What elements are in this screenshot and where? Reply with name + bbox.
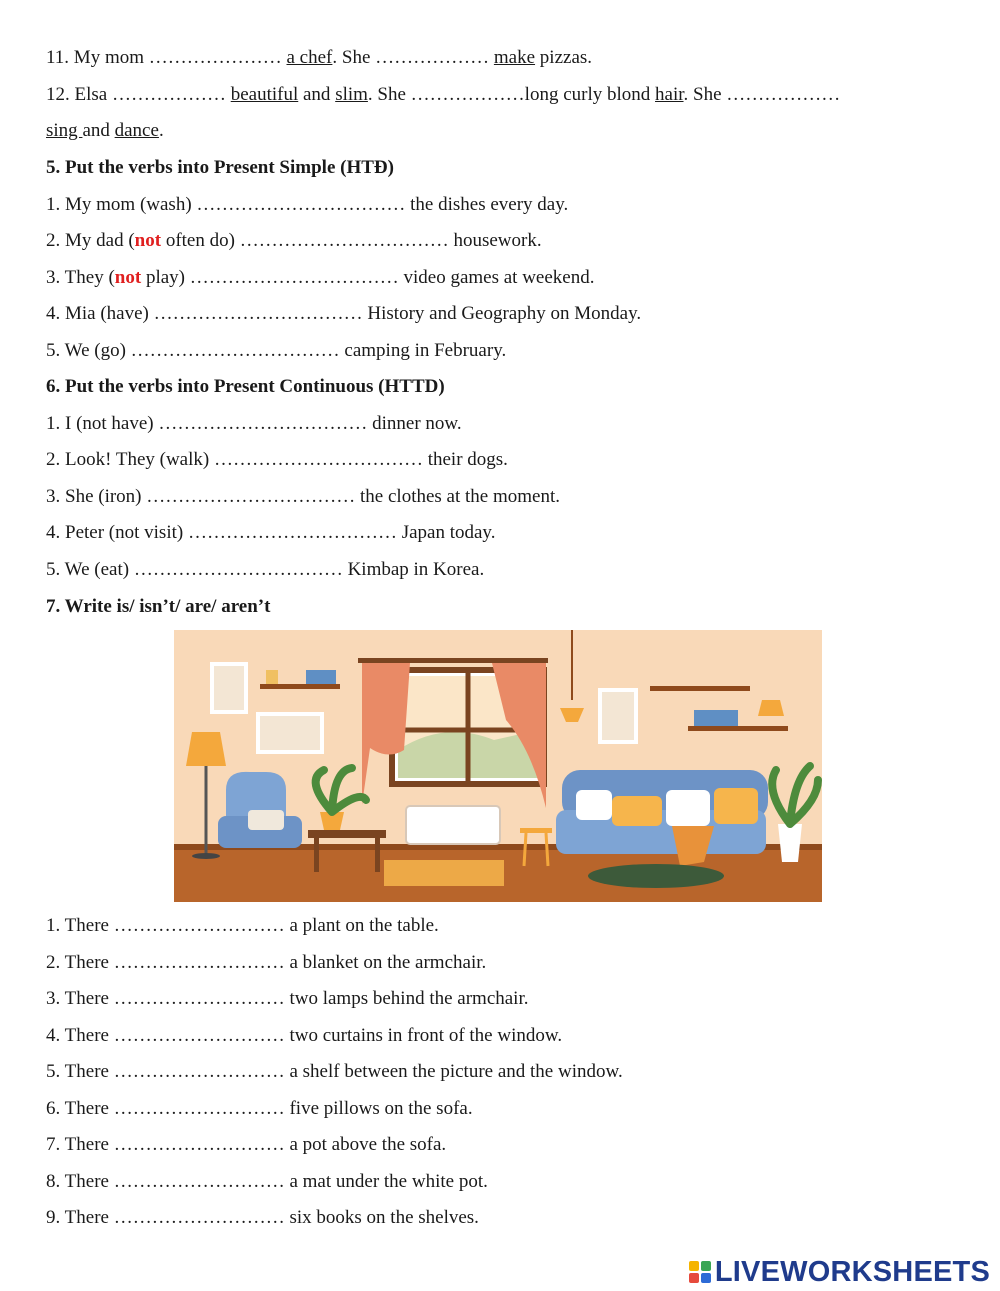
- q12-line-2: [46, 119, 164, 143]
- sec6-answer-blank[interactable]: ……………………………: [187, 522, 397, 543]
- sec5-item-prompt-rest: often do): [161, 230, 235, 251]
- q12-blank-2[interactable]: ………………: [410, 84, 525, 105]
- q11-blank-2[interactable]: ………………: [375, 47, 490, 68]
- sec7-answer-blank[interactable]: ………………………: [113, 1134, 285, 1155]
- sec5-item-rest: video games at weekend.: [403, 267, 595, 288]
- sec7-answer-blank[interactable]: ………………………: [113, 952, 285, 973]
- sec5-item-rest: the dishes every day.: [410, 194, 569, 215]
- sec7-item-rest: a mat under the white pot.: [289, 1171, 488, 1192]
- sec6-item-prompt: 5. We (eat): [46, 559, 130, 580]
- liveworksheets-wordmark: LIVEWORKSHEETS: [714, 1255, 990, 1288]
- sec7-answer-blank[interactable]: ………………………: [113, 1061, 285, 1082]
- section-5-title: 5. Put the verbs into Present Simple (HTĐ): [46, 157, 394, 178]
- sec5-item: [46, 339, 506, 363]
- sec7-item: [46, 914, 439, 938]
- sec7-item-prompt: 2. There: [46, 952, 109, 973]
- sec5-item-prompt: 2. My dad (: [46, 230, 135, 251]
- sec5-item-rest: History and Geography on Monday.: [367, 303, 642, 324]
- sec5-answer-blank[interactable]: ……………………………: [130, 340, 340, 361]
- sec7-answer-blank[interactable]: ………………………: [113, 1098, 285, 1119]
- sec5-item: [46, 266, 594, 290]
- sec6-item-rest: their dogs.: [427, 449, 508, 470]
- sec6-item-rest: the clothes at the moment.: [360, 486, 560, 507]
- section-7-title: 7. Write is/ isn’t/ are/ aren’t: [46, 596, 271, 617]
- sec5-item-prompt: 5. We (go): [46, 340, 126, 361]
- q12-line: [46, 83, 840, 107]
- sec5-item-not: not: [134, 230, 162, 251]
- sec6-item: [46, 412, 462, 436]
- sec7-item-prompt: 8. There: [46, 1171, 109, 1192]
- sec5-item: [46, 229, 542, 253]
- sec7-item-prompt: 9. There: [46, 1207, 109, 1228]
- sec6-item-prompt: 4. Peter (not visit): [46, 522, 184, 543]
- sec6-item: [46, 558, 484, 582]
- q12-word-dance: dance: [114, 120, 159, 141]
- sec7-item-rest: a blanket on the armchair.: [289, 952, 487, 973]
- sec5-answer-blank[interactable]: ……………………………: [153, 303, 363, 324]
- sec7-item-rest: six books on the shelves.: [289, 1207, 479, 1228]
- sec7-answer-blank[interactable]: ………………………: [113, 1025, 285, 1046]
- sec6-item-prompt: 2. Look! They (walk): [46, 449, 210, 470]
- q11-line: [46, 46, 592, 70]
- sec6-answer-blank[interactable]: ……………………………: [213, 449, 423, 470]
- q12-she-2: . She: [683, 84, 722, 105]
- sec7-item-rest: a shelf between the picture and the window.: [289, 1061, 623, 1082]
- sec7-item-rest: two curtains in front of the window.: [289, 1025, 563, 1046]
- q12-word-sing: sing: [46, 120, 83, 141]
- sec6-item-prompt: 1. I (not have): [46, 413, 154, 434]
- q12-she: . She: [367, 84, 406, 105]
- q12-blank-3[interactable]: ………………: [726, 84, 841, 105]
- q12-period: .: [158, 120, 164, 141]
- sec7-item-rest: a pot above the sofa.: [289, 1134, 447, 1155]
- living-room-illustration: [174, 630, 822, 902]
- sec6-answer-blank[interactable]: ……………………………: [158, 413, 368, 434]
- q12-word-hair: hair: [655, 84, 684, 105]
- q12-blank-1[interactable]: ………………: [111, 84, 226, 105]
- sec5-item-prompt-rest: play): [141, 267, 185, 288]
- sec7-item: [46, 1060, 623, 1084]
- sec5-item: [46, 302, 641, 326]
- sec5-answer-blank[interactable]: ……………………………: [239, 230, 449, 251]
- sec7-item-rest: two lamps behind the armchair.: [289, 988, 529, 1009]
- sec6-item-rest: dinner now.: [372, 413, 462, 434]
- q12-hair-desc: long curly blond: [524, 84, 651, 105]
- sec7-item-prompt: 5. There: [46, 1061, 109, 1082]
- q11-word-make: make: [493, 47, 536, 68]
- sec5-item-rest: housework.: [453, 230, 542, 251]
- q11-text-end: pizzas.: [539, 47, 593, 68]
- sec6-item: [46, 448, 508, 472]
- sec5-item-prompt: 1. My mom (wash): [46, 194, 192, 215]
- liveworksheets-logo: [689, 1256, 990, 1288]
- sec7-answer-blank[interactable]: ………………………: [113, 915, 285, 936]
- sec7-item: [46, 1206, 479, 1230]
- q11-word-chef: a chef: [286, 47, 333, 68]
- sec6-item: [46, 521, 495, 545]
- sec7-item: [46, 1170, 488, 1194]
- sec7-item-prompt: 6. There: [46, 1098, 109, 1119]
- q11-blank-1[interactable]: …………………: [148, 47, 282, 68]
- sec7-item: [46, 987, 529, 1011]
- sec7-answer-blank[interactable]: ………………………: [113, 988, 285, 1009]
- q12-and: and: [303, 84, 331, 105]
- sec5-answer-blank[interactable]: ……………………………: [196, 194, 406, 215]
- sec7-item: [46, 951, 486, 975]
- sec7-item-prompt: 4. There: [46, 1025, 109, 1046]
- sec6-item-rest: Kimbap in Korea.: [347, 559, 485, 580]
- sec7-item-prompt: 7. There: [46, 1134, 109, 1155]
- sec7-item: [46, 1024, 562, 1048]
- sec5-item-rest: camping in February.: [344, 340, 507, 361]
- sec6-answer-blank[interactable]: ……………………………: [133, 559, 343, 580]
- sec6-item-prompt: 3. She (iron): [46, 486, 142, 507]
- sec5-item-not: not: [114, 267, 142, 288]
- q11-text: . She: [332, 47, 371, 68]
- sec7-item: [46, 1097, 473, 1121]
- q12-and-2: and: [82, 120, 110, 141]
- q11-number: 11. My mom: [46, 47, 144, 68]
- q12-word-slim: slim: [335, 84, 368, 105]
- sec7-answer-blank[interactable]: ………………………: [113, 1171, 285, 1192]
- sec6-item: [46, 485, 560, 509]
- sec7-item-prompt: 3. There: [46, 988, 109, 1009]
- sec6-item-rest: Japan today.: [401, 522, 496, 543]
- sec7-item: [46, 1133, 446, 1157]
- sec5-answer-blank[interactable]: ……………………………: [189, 267, 399, 288]
- sec5-item: [46, 193, 568, 217]
- sec7-item-rest: a plant on the table.: [289, 915, 439, 936]
- sec5-item-prompt: 4. Mia (have): [46, 303, 149, 324]
- sec6-answer-blank[interactable]: ……………………………: [146, 486, 356, 507]
- liveworksheets-mark-icon: [689, 1261, 711, 1283]
- sec7-answer-blank[interactable]: ………………………: [113, 1207, 285, 1228]
- section-6-title: 6. Put the verbs into Present Continuous (HTTD): [46, 376, 445, 397]
- q12-word-beautiful: beautiful: [230, 84, 299, 105]
- q12-number: 12. Elsa: [46, 84, 108, 105]
- sec5-item-prompt: 3. They (: [46, 267, 115, 288]
- sec7-item-rest: five pillows on the sofa.: [289, 1098, 473, 1119]
- sec7-item-prompt: 1. There: [46, 915, 109, 936]
